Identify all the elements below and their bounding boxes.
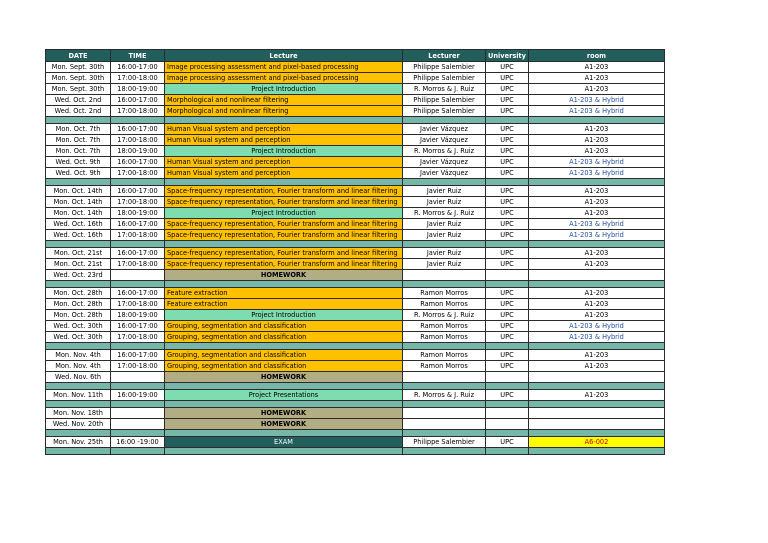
schedule-row (46, 146, 665, 157)
schedule-row (46, 372, 665, 383)
date-cell: Wed. Oct. 30th (46, 332, 111, 343)
date-cell: Mon. Oct. 14th (46, 186, 111, 197)
header-lecture: Lecture (165, 50, 403, 62)
university-cell (486, 372, 529, 383)
date-cell: Mon. Sept. 30th (46, 62, 111, 73)
header-date: DATE (46, 50, 111, 62)
lecturer-cell: Ramon Morros (403, 361, 486, 372)
separator-cell (111, 241, 165, 248)
schedule-row (46, 230, 665, 241)
schedule-row (46, 270, 665, 281)
lecturer-cell: Ramon Morros (403, 321, 486, 332)
separator-cell (165, 281, 403, 288)
time-cell (111, 270, 165, 281)
date-cell: Mon. Nov. 4th (46, 361, 111, 372)
schedule-row (46, 332, 665, 343)
university-cell: UPC (486, 95, 529, 106)
separator-cell (403, 179, 486, 186)
lecturer-cell: R. Morros & J. Ruiz (403, 146, 486, 157)
time-cell: 18:00-19:00 (111, 84, 165, 95)
week-separator (46, 383, 665, 390)
schedule-row (46, 288, 665, 299)
lecture-cell: Project Introduction (165, 84, 403, 95)
lecturer-cell (403, 408, 486, 419)
separator-cell (486, 241, 529, 248)
lecturer-cell (403, 270, 486, 281)
date-cell: Wed. Oct. 9th (46, 168, 111, 179)
university-cell (486, 419, 529, 430)
lecture-cell: Human Visual system and perception (165, 157, 403, 168)
date-cell: Wed. Oct. 9th (46, 157, 111, 168)
schedule-row (46, 197, 665, 208)
time-cell: 16:00-17:00 (111, 157, 165, 168)
week-separator (46, 401, 665, 408)
university-cell: UPC (486, 332, 529, 343)
separator-cell (165, 343, 403, 350)
separator-cell (403, 448, 486, 455)
schedule-body (46, 62, 665, 455)
separator-cell (46, 448, 111, 455)
university-cell: UPC (486, 361, 529, 372)
date-cell: Wed. Oct. 30th (46, 321, 111, 332)
lecture-cell: Feature extraction (165, 288, 403, 299)
university-cell: UPC (486, 124, 529, 135)
separator-cell (403, 343, 486, 350)
separator-cell (486, 117, 529, 124)
room-cell: A1-203 (528, 361, 664, 372)
room-cell (528, 408, 664, 419)
room-cell (528, 372, 664, 383)
separator-cell (165, 448, 403, 455)
separator-cell (165, 401, 403, 408)
room-cell: A1-203 & Hybrid (528, 157, 664, 168)
week-separator (46, 241, 665, 248)
separator-cell (528, 343, 664, 350)
separator-cell (111, 281, 165, 288)
lecturer-cell: Philippe Salembier (403, 73, 486, 84)
university-cell: UPC (486, 197, 529, 208)
lecturer-cell: Javier Ruiz (403, 197, 486, 208)
lecturer-cell: Ramon Morros (403, 332, 486, 343)
separator-cell (111, 383, 165, 390)
date-cell: Mon. Sept. 30th (46, 84, 111, 95)
room-cell: A6-002 (528, 437, 664, 448)
schedule-row (46, 95, 665, 106)
date-cell: Mon. Oct. 28th (46, 299, 111, 310)
date-cell: Wed. Oct. 2nd (46, 95, 111, 106)
lecturer-cell: Javier Ruiz (403, 230, 486, 241)
separator-cell (486, 383, 529, 390)
lecture-cell: Space-frequency representation, Fourier transform and linear filtering (165, 219, 403, 230)
separator-cell (111, 430, 165, 437)
room-cell: A1-203 (528, 350, 664, 361)
date-cell: Wed. Oct. 16th (46, 219, 111, 230)
lecture-cell: Project Introduction (165, 146, 403, 157)
university-cell: UPC (486, 84, 529, 95)
university-cell: UPC (486, 259, 529, 270)
header-university: University (486, 50, 529, 62)
room-cell: A1-203 & Hybrid (528, 332, 664, 343)
schedule-row (46, 321, 665, 332)
schedule-row (46, 106, 665, 117)
separator-cell (528, 281, 664, 288)
university-cell: UPC (486, 219, 529, 230)
date-cell: Mon. Oct. 7th (46, 146, 111, 157)
lecture-cell: Space-frequency representation, Fourier transform and linear filtering (165, 230, 403, 241)
lecture-cell: Grouping, segmentation and classification (165, 361, 403, 372)
week-separator (46, 281, 665, 288)
separator-cell (165, 383, 403, 390)
date-cell: Wed. Nov. 6th (46, 372, 111, 383)
time-cell: 16:00-17:00 (111, 321, 165, 332)
time-cell: 18:00-19:00 (111, 208, 165, 219)
lecture-cell: Human Visual system and perception (165, 135, 403, 146)
date-cell: Mon. Oct. 14th (46, 208, 111, 219)
lecture-cell: Image processing assessment and pixel-based processing (165, 73, 403, 84)
time-cell: 17:00-18:00 (111, 230, 165, 241)
room-cell (528, 419, 664, 430)
date-cell: Wed. Oct. 23rd (46, 270, 111, 281)
schedule-row (46, 157, 665, 168)
schedule-row (46, 259, 665, 270)
room-cell: A1-203 & Hybrid (528, 321, 664, 332)
separator-cell (528, 448, 664, 455)
separator-cell (486, 281, 529, 288)
time-cell: 16:00-17:00 (111, 62, 165, 73)
separator-cell (528, 241, 664, 248)
lecturer-cell: Ramon Morros (403, 299, 486, 310)
schedule-row (46, 124, 665, 135)
date-cell: Mon. Nov. 4th (46, 350, 111, 361)
separator-cell (486, 430, 529, 437)
lecture-cell: Grouping, segmentation and classification (165, 350, 403, 361)
university-cell: UPC (486, 157, 529, 168)
separator-cell (46, 281, 111, 288)
time-cell: 17:00-18:00 (111, 197, 165, 208)
lecturer-cell: Javier Ruiz (403, 248, 486, 259)
lecture-cell: Human Visual system and perception (165, 168, 403, 179)
room-cell: A1-203 & Hybrid (528, 219, 664, 230)
room-cell: A1-203 (528, 248, 664, 259)
header-lecturer: Lecturer (403, 50, 486, 62)
separator-cell (528, 383, 664, 390)
lecture-cell: Grouping, segmentation and classification (165, 321, 403, 332)
time-cell: 17:00-18:00 (111, 73, 165, 84)
university-cell: UPC (486, 168, 529, 179)
time-cell: 17:00-18:00 (111, 135, 165, 146)
time-cell: 17:00-18:00 (111, 168, 165, 179)
separator-cell (403, 383, 486, 390)
time-cell: 17:00-18:00 (111, 259, 165, 270)
lecturer-cell: R. Morros & J. Ruiz (403, 310, 486, 321)
time-cell: 16:00-17:00 (111, 124, 165, 135)
separator-cell (403, 281, 486, 288)
separator-cell (46, 179, 111, 186)
lecturer-cell: Philippe Salembier (403, 62, 486, 73)
date-cell: Mon. Oct. 7th (46, 135, 111, 146)
room-cell: A1-203 (528, 186, 664, 197)
room-cell: A1-203 (528, 208, 664, 219)
separator-cell (528, 179, 664, 186)
separator-cell (111, 401, 165, 408)
room-cell: A1-203 (528, 299, 664, 310)
university-cell: UPC (486, 288, 529, 299)
lecturer-cell: Ramon Morros (403, 350, 486, 361)
schedule-row (46, 419, 665, 430)
week-separator (46, 343, 665, 350)
date-cell: Mon. Oct. 21st (46, 259, 111, 270)
separator-cell (528, 117, 664, 124)
date-cell: Mon. Oct. 28th (46, 310, 111, 321)
room-cell: A1-203 (528, 288, 664, 299)
date-cell: Wed. Oct. 16th (46, 230, 111, 241)
university-cell (486, 408, 529, 419)
lecture-cell: EXAM (165, 437, 403, 448)
time-cell: 16:00-17:00 (111, 350, 165, 361)
separator-cell (46, 401, 111, 408)
room-cell (528, 270, 664, 281)
date-cell: Mon. Oct. 7th (46, 124, 111, 135)
date-cell: Mon. Nov. 11th (46, 390, 111, 401)
time-cell: 16:00-17:00 (111, 288, 165, 299)
university-cell: UPC (486, 230, 529, 241)
schedule-row (46, 248, 665, 259)
university-cell: UPC (486, 437, 529, 448)
room-cell: A1-203 (528, 84, 664, 95)
header-row (46, 50, 665, 62)
time-cell (111, 372, 165, 383)
separator-cell (165, 430, 403, 437)
schedule-row (46, 219, 665, 230)
week-separator (46, 117, 665, 124)
room-cell: A1-203 (528, 146, 664, 157)
time-cell: 18:00-19:00 (111, 146, 165, 157)
room-cell: A1-203 (528, 135, 664, 146)
university-cell: UPC (486, 350, 529, 361)
schedule-row (46, 186, 665, 197)
date-cell: Wed. Nov. 20th (46, 419, 111, 430)
time-cell: 18:00-19:00 (111, 310, 165, 321)
schedule-row (46, 135, 665, 146)
room-cell: A1-203 & Hybrid (528, 230, 664, 241)
lecture-cell: Grouping, segmentation and classification (165, 332, 403, 343)
lecturer-cell: Ramon Morros (403, 288, 486, 299)
room-cell: A1-203 & Hybrid (528, 168, 664, 179)
room-cell: A1-203 (528, 73, 664, 84)
room-cell: A1-203 (528, 62, 664, 73)
room-cell: A1-203 (528, 197, 664, 208)
schedule-row (46, 350, 665, 361)
lecture-cell: Space-frequency representation, Fourier transform and linear filtering (165, 259, 403, 270)
separator-cell (403, 241, 486, 248)
time-cell: 17:00-18:00 (111, 361, 165, 372)
lecture-cell: Project Introduction (165, 208, 403, 219)
separator-cell (403, 117, 486, 124)
lecture-cell: HOMEWORK (165, 372, 403, 383)
lecture-cell: Image processing assessment and pixel-based processing (165, 62, 403, 73)
header-time: TIME (111, 50, 165, 62)
schedule-row (46, 62, 665, 73)
date-cell: Mon. Sept. 30th (46, 73, 111, 84)
date-cell: Wed. Oct. 2nd (46, 106, 111, 117)
lecture-cell: Feature extraction (165, 299, 403, 310)
room-cell: A1-203 (528, 310, 664, 321)
time-cell (111, 408, 165, 419)
lecturer-cell (403, 419, 486, 430)
separator-cell (46, 241, 111, 248)
lecturer-cell: R. Morros & J. Ruiz (403, 208, 486, 219)
lecture-cell: Human Visual system and perception (165, 124, 403, 135)
university-cell: UPC (486, 106, 529, 117)
room-cell: A1-203 (528, 124, 664, 135)
time-cell: 17:00-18:00 (111, 332, 165, 343)
lecture-cell: Project Presentations (165, 390, 403, 401)
lecturer-cell: Javier Vázquez (403, 124, 486, 135)
lecture-cell: Space-frequency representation, Fourier transform and linear filtering (165, 197, 403, 208)
lecturer-cell: Javier Vázquez (403, 157, 486, 168)
lecturer-cell: Javier Ruiz (403, 186, 486, 197)
separator-cell (46, 117, 111, 124)
room-cell: A1-203 (528, 259, 664, 270)
schedule-row (46, 208, 665, 219)
time-cell: 16:00-17:00 (111, 186, 165, 197)
lecture-cell: HOMEWORK (165, 419, 403, 430)
header-room: room (528, 50, 664, 62)
university-cell: UPC (486, 208, 529, 219)
schedule-row (46, 437, 665, 448)
date-cell: Mon. Nov. 18th (46, 408, 111, 419)
schedule-row (46, 310, 665, 321)
lecture-cell: Morphological and nonlinear filtering (165, 106, 403, 117)
lecturer-cell: Javier Ruiz (403, 259, 486, 270)
schedule-row (46, 408, 665, 419)
lecture-cell: HOMEWORK (165, 408, 403, 419)
university-cell (486, 270, 529, 281)
separator-cell (486, 448, 529, 455)
lecturer-cell: Javier Ruiz (403, 219, 486, 230)
separator-cell (486, 343, 529, 350)
university-cell: UPC (486, 321, 529, 332)
university-cell: UPC (486, 62, 529, 73)
separator-cell (403, 430, 486, 437)
date-cell: Mon. Nov. 25th (46, 437, 111, 448)
separator-cell (528, 430, 664, 437)
separator-cell (528, 401, 664, 408)
separator-cell (46, 343, 111, 350)
university-cell: UPC (486, 73, 529, 84)
university-cell: UPC (486, 146, 529, 157)
university-cell: UPC (486, 186, 529, 197)
separator-cell (486, 179, 529, 186)
lecturer-cell: Javier Vázquez (403, 135, 486, 146)
week-separator (46, 430, 665, 437)
lecturer-cell: R. Morros & J. Ruiz (403, 390, 486, 401)
schedule-row (46, 73, 665, 84)
university-cell: UPC (486, 390, 529, 401)
schedule-row (46, 168, 665, 179)
time-cell: 16:00-17:00 (111, 219, 165, 230)
separator-cell (486, 401, 529, 408)
time-cell: 17:00-18:00 (111, 299, 165, 310)
lecturer-cell: Philippe Salembier (403, 437, 486, 448)
time-cell (111, 419, 165, 430)
university-cell: UPC (486, 248, 529, 259)
lecturer-cell: Philippe Salembier (403, 95, 486, 106)
time-cell: 16:00-17:00 (111, 95, 165, 106)
lecturer-cell: R. Morros & J. Ruiz (403, 84, 486, 95)
separator-cell (111, 117, 165, 124)
room-cell: A1-203 & Hybrid (528, 95, 664, 106)
lecture-cell: Morphological and nonlinear filtering (165, 95, 403, 106)
university-cell: UPC (486, 299, 529, 310)
separator-cell (46, 383, 111, 390)
time-cell: 16:00-19:00 (111, 390, 165, 401)
time-cell: 16:00 -19:00 (111, 437, 165, 448)
time-cell: 16:00-17:00 (111, 248, 165, 259)
separator-cell (165, 117, 403, 124)
room-cell: A1-203 & Hybrid (528, 106, 664, 117)
separator-cell (165, 241, 403, 248)
university-cell: UPC (486, 135, 529, 146)
date-cell: Mon. Oct. 21st (46, 248, 111, 259)
separator-cell (403, 401, 486, 408)
date-cell: Mon. Oct. 14th (46, 197, 111, 208)
lecture-cell: HOMEWORK (165, 270, 403, 281)
lecture-cell: Space-frequency representation, Fourier transform and linear filtering (165, 248, 403, 259)
schedule-row (46, 299, 665, 310)
lecturer-cell: Javier Vázquez (403, 168, 486, 179)
date-cell: Mon. Oct. 28th (46, 288, 111, 299)
separator-cell (111, 179, 165, 186)
time-cell: 17:00-18:00 (111, 106, 165, 117)
separator-cell (165, 179, 403, 186)
lecture-cell: Space-frequency representation, Fourier transform and linear filtering (165, 186, 403, 197)
schedule-row (46, 390, 665, 401)
separator-cell (46, 430, 111, 437)
lecturer-cell: Philippe Salembier (403, 106, 486, 117)
schedule-row (46, 84, 665, 95)
schedule-table (45, 49, 665, 455)
room-cell: A1-203 (528, 390, 664, 401)
week-separator (46, 448, 665, 455)
university-cell: UPC (486, 310, 529, 321)
lecturer-cell (403, 372, 486, 383)
schedule-row (46, 361, 665, 372)
week-separator (46, 179, 665, 186)
lecture-cell: Project Introduction (165, 310, 403, 321)
separator-cell (111, 448, 165, 455)
separator-cell (111, 343, 165, 350)
